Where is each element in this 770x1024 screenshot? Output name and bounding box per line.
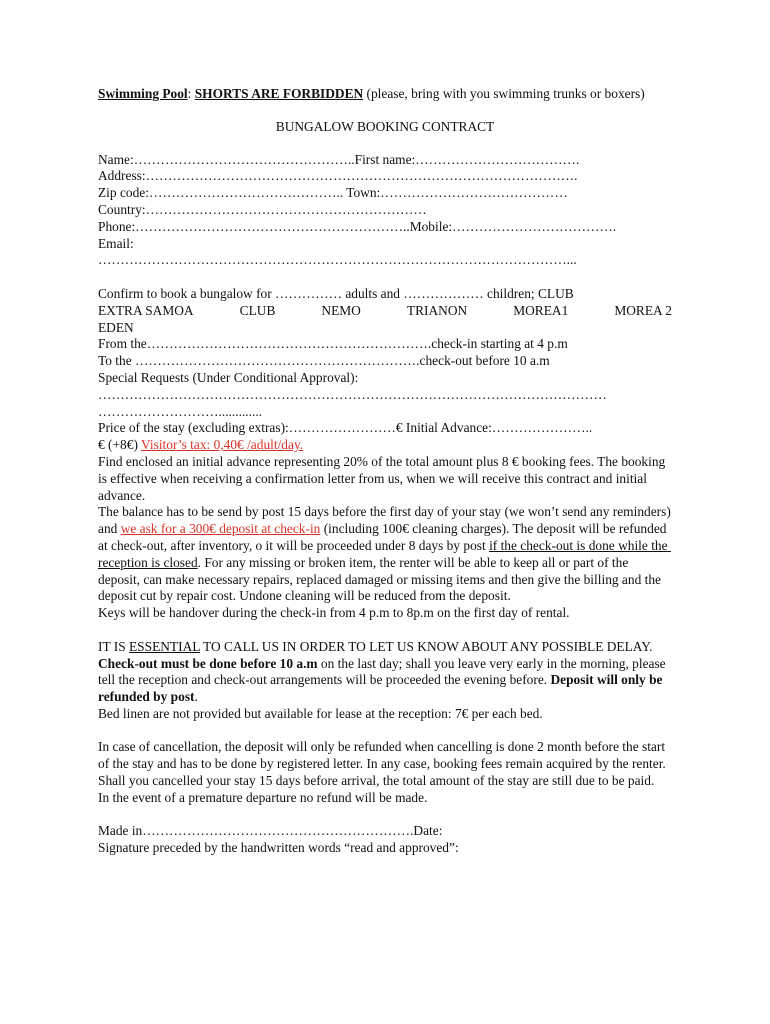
shorts-forbidden: SHORTS ARE FORBIDDEN [194,86,364,101]
special-requests-line: …………………………………………………………………………………………………… [98,386,607,402]
balance-text: The balance has to be send by post 15 days before the first day of your stay (we won’t send any reminders) and [98,504,675,537]
pool-label: Swimming Pool [98,86,188,101]
country-field: Country:……………………………………………………… [98,201,427,217]
name-field: Name:…………………………………………..First name:………………………………. [98,151,580,167]
club-option: TRIANON [406,302,468,318]
signature-line: Signature preceded by the handwritten words “read and approved”: [98,840,459,856]
from-date-line: From the……………………………………………………….check-in starting at 4 p.m [98,336,568,352]
essential-notice [98,639,672,656]
zip-town-field: Zip code:…………………………………….. Town:…………………………………… [98,185,568,201]
balance-text: (including 100€ cleaning charges). The deposit will be refunded at check-out, after inventory, o it will be proceeded under 8 days by post [98,521,670,553]
confirm-booking-line: Confirm to book a bungalow for …………… adults and ……………… children; CLUB [98,285,574,301]
tax-line [98,437,672,454]
late-cancellation-paragraph: Shall you cancelled your stay 15 days before arrival, the total amount of the stay are still due to be paid. [98,773,655,789]
keys-paragraph: Keys will be handover during the check-in from 4 p.m to 8p.m on the first day of rental. [98,605,570,621]
checkout-text: on the last day; shall you leave very early in the morning, please tell the reception and check-out arrangements will be proceeded the evening before. [98,655,669,688]
essential-text: IT IS [98,638,129,654]
club-option-eden: EDEN [98,319,134,335]
contract-document [98,86,675,857]
club-option: MOREA1 [513,302,569,318]
made-in-line: Made in…………………………………………………….Date: [98,823,443,839]
balance-text: . For any missing or broken item, the renter will be able to keep all or part of the deposit, can make necessary repairs, replaced damaged or missing items and then give the billing and the deposit cut by repair cost. Undone cleaning will be reduced from the deposit. [98,554,665,604]
checkout-text: . [194,689,198,705]
phone-field: Phone:……………………………………………………..Mobile:………………………………. [98,218,617,234]
club-options [98,303,672,320]
address-field: Address:……………………………………………………………………………………. [98,168,578,184]
club-option: NEMO [321,302,361,318]
club-option: CLUB [239,302,276,318]
visitor-tax: Visitor’s tax: 0,40€ /adult/day. [141,437,304,453]
pool-notice [98,86,672,103]
pool-colon: : [187,86,195,101]
club-option: EXTRA SAMOA [98,302,194,318]
cancellation-paragraph: In case of cancellation, the deposit will only be refunded when cancelling is done 2 month before the start of the stay and has to be done by registered letter. In any case, booking fees remain acquired by the renter. [98,739,669,772]
special-requests-line: ………………………............. [98,403,263,419]
checkout-paragraph [98,656,672,706]
essential-word: ESSENTIAL [129,638,200,654]
tax-prefix: € (+8€) [98,437,142,453]
pool-note: (please, bring with you swimming trunks or boxers) [363,86,645,101]
reception-closed-note: if the check-out is done while the reception is closed [98,537,671,570]
email-field: ……………………………………………………………………………………………... [98,252,577,268]
checkout-time: Check-out must be done before 10 a.m [98,655,318,671]
deposit-refund-note: Deposit will only be refunded by post [98,672,666,705]
advance-paragraph: Find enclosed an initial advance representing 20% of the total amount plus 8 € booking fees. The booking is effective when receiving a confirmation letter from us, when we will receive this contract and initial advance. [98,453,669,503]
deposit-notice: we ask for a 300€ deposit at check-in [120,521,321,537]
to-date-line: To the ……………………………………………………….check-out before 10 a.m [98,353,550,369]
club-option: MOREA 2 [614,302,672,318]
contract-title: BUNGALOW BOOKING CONTRACT [275,118,495,134]
balance-paragraph [98,504,675,605]
bed-linen-paragraph: Bed linen are not provided but available for lease at the reception: 7€ per each bed. [98,705,543,721]
premature-departure-paragraph: In the event of a premature departure no refund will be made. [98,789,428,805]
special-requests-label: Special Requests (Under Conditional Approval): [98,369,359,385]
price-line: Price of the stay (excluding extras):……………………€ Initial Advance:………………….. [98,420,593,436]
email-label: Email: [98,235,134,251]
essential-text: TO CALL US IN ORDER TO LET US KNOW ABOUT ANY POSSIBLE DELAY. [199,638,653,654]
